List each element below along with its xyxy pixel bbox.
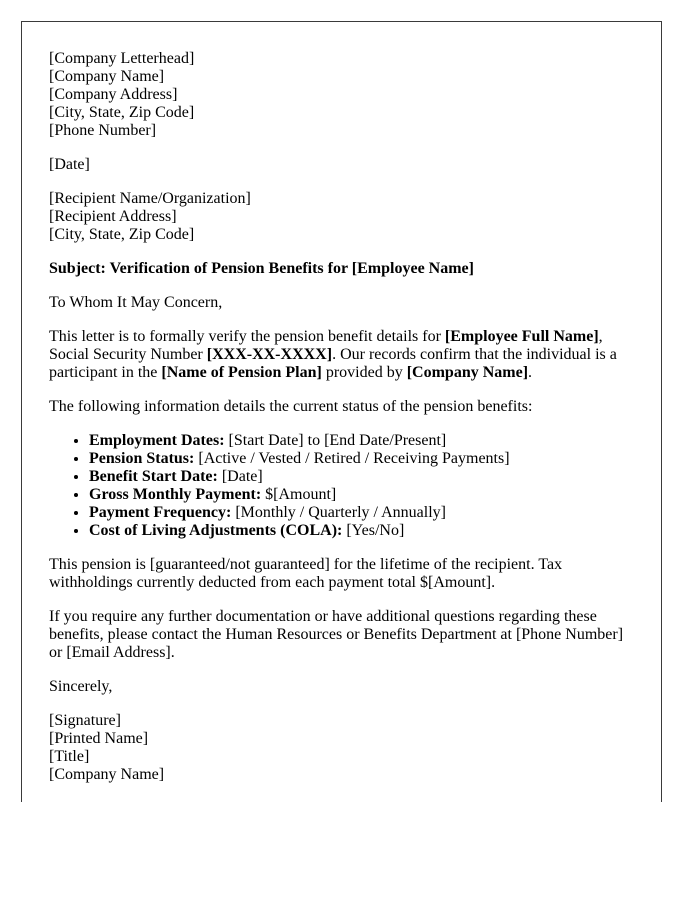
recipient-block [49,190,634,244]
signature-block [49,712,634,784]
letter-text: [Active / Vested / Retired / Receiving Payments] [194,450,510,467]
details-intro-paragraph: The following information details the current status of the pension benefits: [49,398,533,415]
placeholder-bold-text: Payment Frequency: [89,504,232,521]
letter-text: This letter is to formally verify the pension benefit details for [49,328,445,345]
placeholder-bold-text: [XXX-XX-XXXX] [206,346,333,363]
letter-text: , Social Security Number [49,328,603,363]
placeholder-bold-text: Cost of Living Adjustments (COLA): [89,522,343,539]
benefit-item-benefit-start-date [89,468,634,486]
salutation: To Whom It May Concern, [49,294,223,311]
placeholder-bold-text: Employment Dates: [89,432,225,449]
company-letterhead-line: [Company Letterhead] [49,50,195,67]
contact-paragraph: If you require any further documentation or have additional questions regarding these benefits, please contact the Human Resources or Benefits Department at [Phone Number] or [Email Address]. [49,608,624,661]
letter-text: [Yes/No] [342,522,405,539]
placeholder-bold-text: [Employee Full Name] [444,328,599,345]
placeholder-bold-text: [Company Name] [406,364,529,381]
benefit-item-payment-frequency [89,504,634,522]
letter-text: $[Amount] [261,486,337,503]
benefit-item-pension-status [89,450,634,468]
recipient-name-line: [Recipient Name/Organization] [49,190,251,207]
company-phone-line: [Phone Number] [49,122,157,139]
benefits-list [49,432,634,540]
benefit-item-cola [89,522,634,540]
placeholder-bold-text: Benefit Start Date: [89,468,218,485]
company-city-state-zip-line: [City, State, Zip Code] [49,104,195,121]
guarantee-paragraph: This pension is [guaranteed/not guaranteed] for the lifetime of the recipient. Tax withholdings currently deducted from each payment total $[Amount]. [49,556,563,591]
subject-line: Subject: Verification of Pension Benefits for [Employee Name] [49,260,474,277]
letter-text: [Date] [217,468,263,485]
recipient-address-line: [Recipient Address] [49,208,177,225]
title-line: [Title] [49,748,90,765]
placeholder-bold-text: Gross Monthly Payment: [89,486,262,503]
signature-company-name-line: [Company Name] [49,766,165,783]
company-address-line: [Company Address] [49,86,178,103]
letter-text: provided by [321,364,407,381]
letter-text: [Monthly / Quarterly / Annually] [231,504,446,521]
closing-line: Sincerely, [49,678,113,695]
benefit-item-gross-monthly-payment [89,486,634,504]
letter-text: [Start Date] to [End Date/Present] [224,432,447,449]
benefit-item-employment-dates [89,432,634,450]
recipient-city-state-zip-line: [City, State, Zip Code] [49,226,195,243]
date-line: [Date] [49,156,90,173]
letter-page [21,21,662,802]
letter-text: . [528,364,533,381]
placeholder-bold-text: Pension Status: [89,450,195,467]
placeholder-bold-text: [Name of Pension Plan] [161,364,322,381]
company-name-line: [Company Name] [49,68,165,85]
printed-name-line: [Printed Name] [49,730,149,747]
intro-paragraph [49,328,634,382]
company-letterhead-block [49,50,634,140]
letter-text: . Our records confirm that the individual is a participant in the [49,346,617,381]
signature-line: [Signature] [49,712,121,729]
